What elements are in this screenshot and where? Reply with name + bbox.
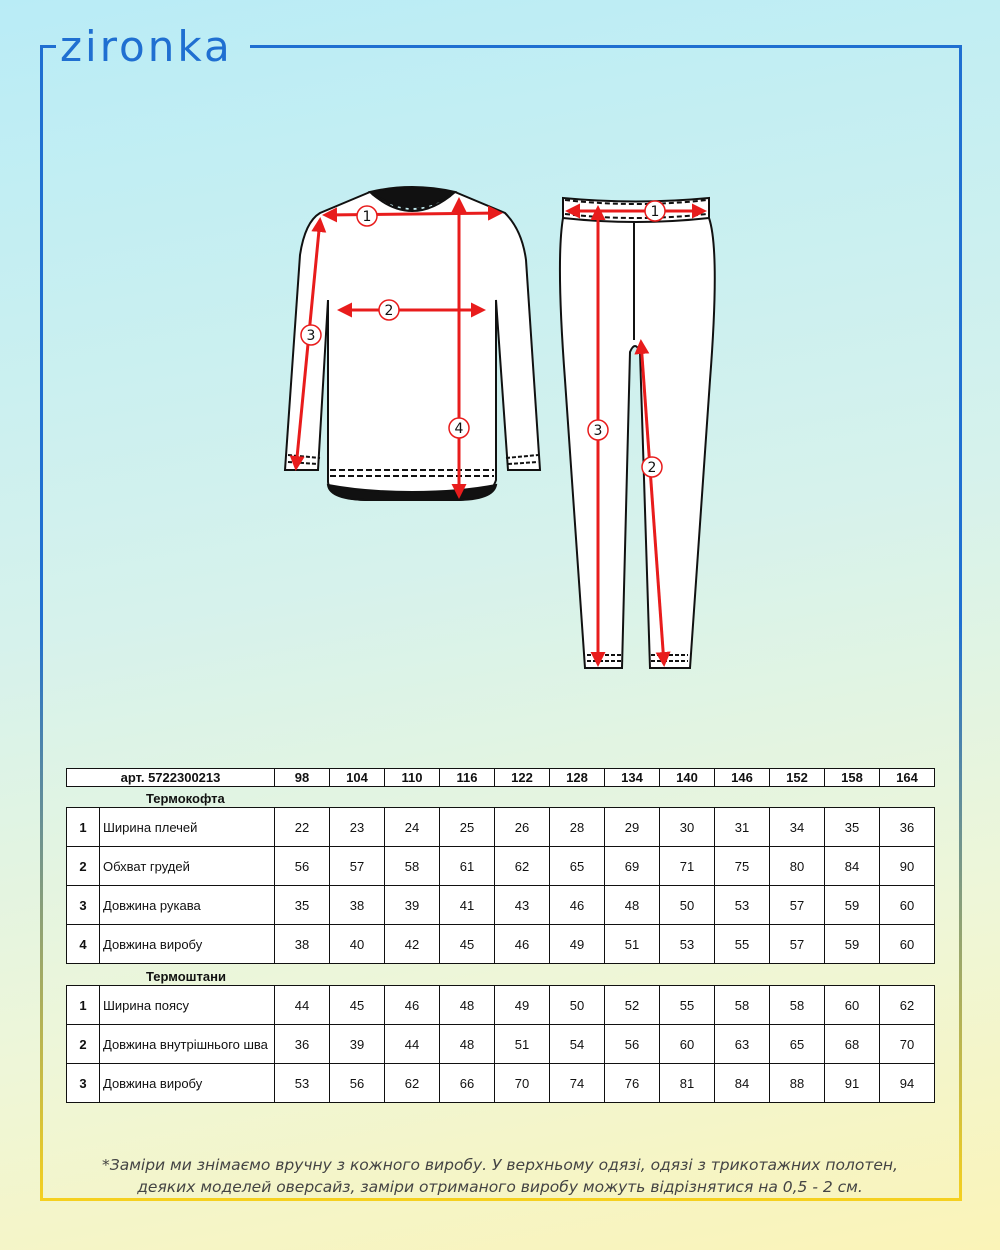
top-marker-2 — [379, 300, 399, 320]
measurement-value: 69 — [605, 847, 660, 886]
measurement-value: 60 — [880, 886, 935, 925]
size-cell: 146 — [715, 769, 770, 787]
measurement-value: 65 — [550, 847, 605, 886]
measurement-label: Довжина рукава — [100, 886, 275, 925]
measurement-value: 50 — [550, 986, 605, 1025]
measurement-value: 23 — [330, 808, 385, 847]
section-title-pants: Термоштани — [146, 969, 226, 984]
svg-text:3: 3 — [593, 423, 603, 439]
measurement-value: 88 — [770, 1064, 825, 1103]
table-row — [67, 886, 935, 925]
measurement-value: 45 — [330, 986, 385, 1025]
svg-text:2: 2 — [647, 460, 657, 476]
measurement-value: 53 — [275, 1064, 330, 1103]
frame-border-bottom — [40, 1198, 962, 1201]
row-number: 4 — [67, 925, 100, 964]
measurement-value: 53 — [660, 925, 715, 964]
measurement-value: 75 — [715, 847, 770, 886]
measurement-value: 34 — [770, 808, 825, 847]
measurement-value: 57 — [330, 847, 385, 886]
measurement-value: 76 — [605, 1064, 660, 1103]
size-cell: 116 — [440, 769, 495, 787]
measurement-value: 62 — [385, 1064, 440, 1103]
footnote-line-2: деяких моделей оверсайз, заміри отриманого виробу можуть відрізнятися на 0,5 - 2 см. — [137, 1178, 863, 1196]
table-row — [67, 986, 935, 1025]
thermo-top-illustration — [285, 187, 540, 500]
measurement-value: 44 — [275, 986, 330, 1025]
measurement-value: 58 — [385, 847, 440, 886]
measurement-value: 61 — [440, 847, 495, 886]
measurement-value: 51 — [495, 1025, 550, 1064]
measurement-value: 59 — [825, 925, 880, 964]
measurement-value: 94 — [880, 1064, 935, 1103]
measurement-value: 66 — [440, 1064, 495, 1103]
measurement-value: 31 — [715, 808, 770, 847]
measurement-value: 46 — [385, 986, 440, 1025]
measurement-footnote — [44, 1154, 956, 1198]
measurement-value: 81 — [660, 1064, 715, 1103]
measurement-value: 84 — [825, 847, 880, 886]
measurement-value: 36 — [275, 1025, 330, 1064]
pants-marker-2 — [642, 457, 662, 477]
svg-text:1: 1 — [362, 209, 372, 225]
measurement-value: 26 — [495, 808, 550, 847]
top-marker-4 — [449, 418, 469, 438]
measurement-value: 39 — [330, 1025, 385, 1064]
measurement-value: 53 — [715, 886, 770, 925]
size-header-table — [66, 768, 935, 787]
measurement-value: 45 — [440, 925, 495, 964]
row-number: 3 — [67, 1064, 100, 1103]
size-cell: 104 — [330, 769, 385, 787]
measurement-value: 57 — [770, 925, 825, 964]
measurement-value: 90 — [880, 847, 935, 886]
size-header-row — [67, 769, 935, 787]
row-number: 3 — [67, 886, 100, 925]
measurement-value: 36 — [880, 808, 935, 847]
thermo-top-table — [66, 807, 935, 964]
size-cell: 164 — [880, 769, 935, 787]
measurement-label: Ширина плечей — [100, 808, 275, 847]
measurement-value: 57 — [770, 886, 825, 925]
measurement-value: 42 — [385, 925, 440, 964]
table-row — [67, 847, 935, 886]
top-marker-1 — [357, 206, 377, 226]
measurement-value: 62 — [880, 986, 935, 1025]
size-cell: 152 — [770, 769, 825, 787]
size-cell: 128 — [550, 769, 605, 787]
measurement-value: 29 — [605, 808, 660, 847]
measurement-value: 55 — [715, 925, 770, 964]
size-cell: 158 — [825, 769, 880, 787]
measurement-value: 55 — [660, 986, 715, 1025]
measurement-value: 74 — [550, 1064, 605, 1103]
measurement-value: 51 — [605, 925, 660, 964]
measurement-value: 35 — [825, 808, 880, 847]
measurement-value: 48 — [605, 886, 660, 925]
size-cell: 140 — [660, 769, 715, 787]
measurement-value: 59 — [825, 886, 880, 925]
measurement-value: 49 — [550, 925, 605, 964]
measurement-value: 54 — [550, 1025, 605, 1064]
measurement-value: 39 — [385, 886, 440, 925]
measurement-value: 52 — [605, 986, 660, 1025]
measurement-value: 50 — [660, 886, 715, 925]
measurement-value: 44 — [385, 1025, 440, 1064]
measurement-value: 62 — [495, 847, 550, 886]
measurement-value: 63 — [715, 1025, 770, 1064]
measurement-value: 65 — [770, 1025, 825, 1064]
thermo-pants-table — [66, 985, 935, 1103]
measurement-value: 56 — [330, 1064, 385, 1103]
measurement-value: 70 — [495, 1064, 550, 1103]
table-row — [67, 925, 935, 964]
measurement-value: 80 — [770, 847, 825, 886]
section-title-top: Термокофта — [146, 791, 225, 806]
measurement-value: 30 — [660, 808, 715, 847]
measurement-label: Довжина виробу — [100, 1064, 275, 1103]
measurement-value: 56 — [275, 847, 330, 886]
size-cell: 134 — [605, 769, 660, 787]
measurement-value: 46 — [495, 925, 550, 964]
size-cell: 110 — [385, 769, 440, 787]
svg-text:4: 4 — [454, 421, 464, 437]
measurement-value: 68 — [825, 1025, 880, 1064]
measurement-value: 71 — [660, 847, 715, 886]
measurement-value: 43 — [495, 886, 550, 925]
measurement-value: 38 — [330, 886, 385, 925]
article-number: арт. 5722300213 — [67, 769, 275, 787]
top-marker-3 — [301, 325, 321, 345]
size-cell: 98 — [275, 769, 330, 787]
measurement-value: 56 — [605, 1025, 660, 1064]
table-row — [67, 808, 935, 847]
brand-logo: zironka — [60, 22, 233, 71]
pants-marker-1 — [645, 201, 665, 221]
measurement-value: 91 — [825, 1064, 880, 1103]
measurement-value: 38 — [275, 925, 330, 964]
measurement-value: 40 — [330, 925, 385, 964]
measurement-value: 48 — [440, 986, 495, 1025]
svg-text:1: 1 — [650, 204, 660, 220]
size-cell: 122 — [495, 769, 550, 787]
pants-marker-3 — [588, 420, 608, 440]
measurement-value: 24 — [385, 808, 440, 847]
thermo-pants-illustration — [560, 198, 715, 668]
table-row — [67, 1064, 935, 1103]
measurement-value: 48 — [440, 1025, 495, 1064]
measurement-value: 41 — [440, 886, 495, 925]
measurement-value: 60 — [825, 986, 880, 1025]
measurement-value: 28 — [550, 808, 605, 847]
measurement-label: Обхват грудей — [100, 847, 275, 886]
svg-text:2: 2 — [384, 303, 394, 319]
table-row — [67, 1025, 935, 1064]
measurement-label: Довжина внутрішнього шва — [100, 1025, 275, 1064]
measurement-value: 25 — [440, 808, 495, 847]
measurement-value: 22 — [275, 808, 330, 847]
row-number: 1 — [67, 986, 100, 1025]
row-number: 2 — [67, 1025, 100, 1064]
measurement-label: Довжина виробу — [100, 925, 275, 964]
footnote-line-1: *Заміри ми знімаємо вручну з кожного виробу. У верхньому одязі, одязі з трикотажних полотен, — [102, 1156, 898, 1174]
svg-text:3: 3 — [306, 328, 316, 344]
row-number: 1 — [67, 808, 100, 847]
row-number: 2 — [67, 847, 100, 886]
measurement-value: 35 — [275, 886, 330, 925]
measurement-value: 58 — [715, 986, 770, 1025]
measurement-value: 70 — [880, 1025, 935, 1064]
measurement-value: 58 — [770, 986, 825, 1025]
measurement-value: 60 — [880, 925, 935, 964]
measurement-value: 60 — [660, 1025, 715, 1064]
measurement-label: Ширина поясу — [100, 986, 275, 1025]
measurement-value: 84 — [715, 1064, 770, 1103]
measurement-value: 49 — [495, 986, 550, 1025]
measurement-value: 46 — [550, 886, 605, 925]
